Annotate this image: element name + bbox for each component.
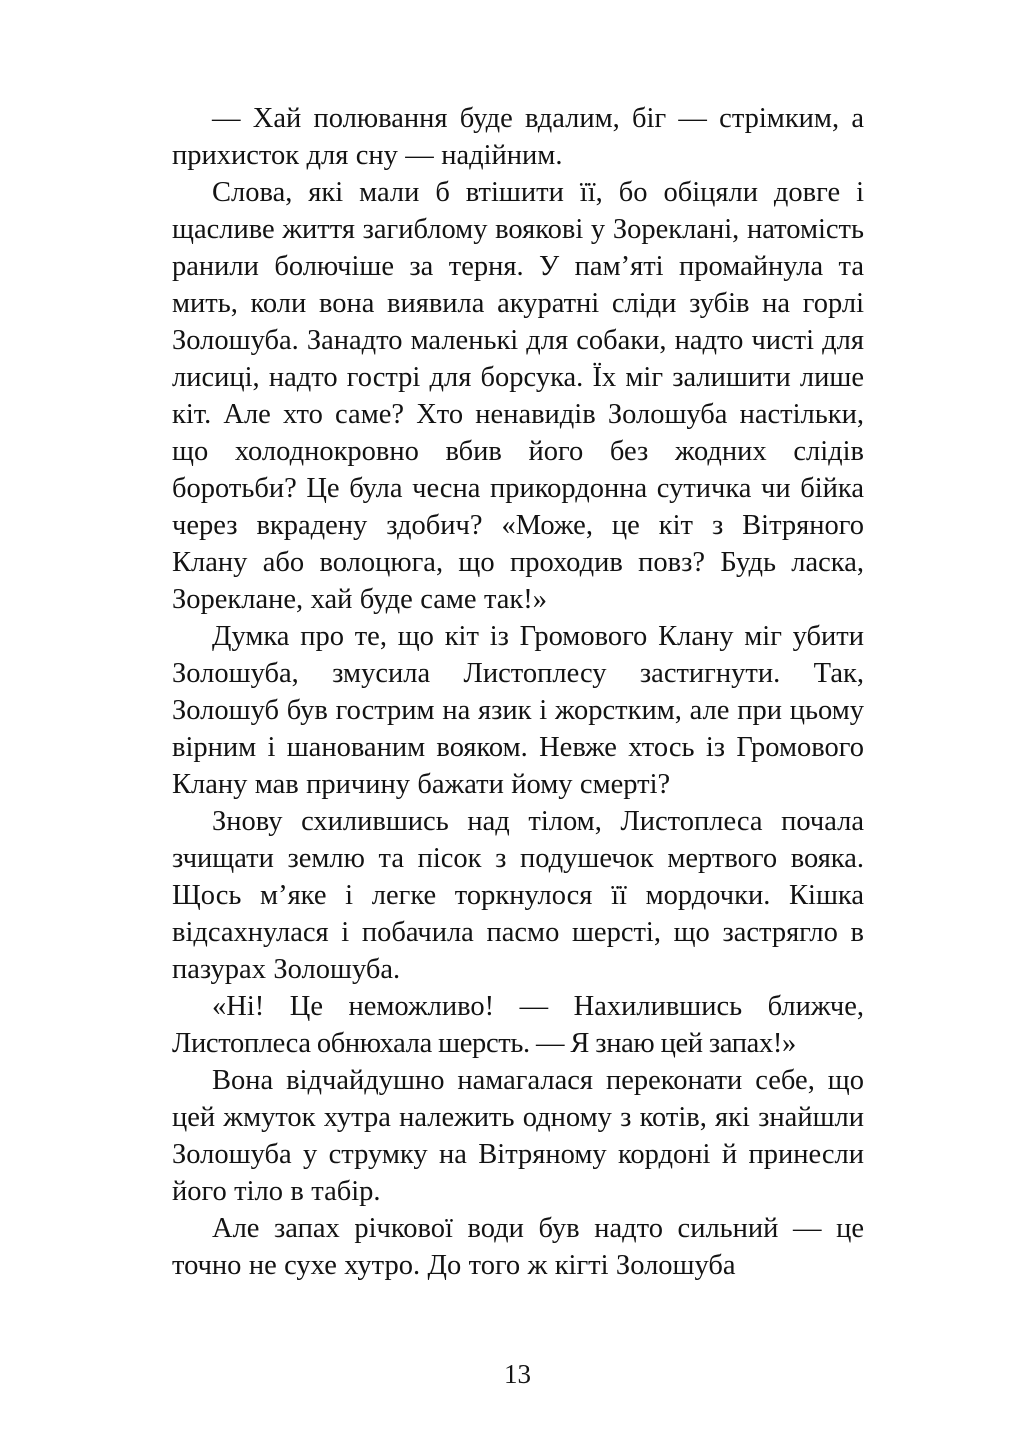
paragraph-dialogue-impossible xyxy=(172,988,864,1062)
paragraph-words-of-comfort: Слова, які мали б втішити її, бо обіцяли довге і щасливе життя загиблому воякові у Зореклані, натомість ранили болючіше за терня. У пам’яті промайнула та мить, коли вона виявила акуратні сліди зубів на горлі Золошуба. Занадто маленькі для собаки, надто чисті для лисиці, надто гострі для борсука. Їх міг залишити лише кіт. Але хто саме? Хто ненавидів Золошуба настільки, що холоднокровно вбив його без жодних слідів боротьби? Це була чесна прикордонна сутичка чи бійка через вкрадену здобич? «Може, це кіт з Вітряного Клану або волоцюга, що проходив повз? Будь ласка, Зореклане, хай буде саме так!» xyxy=(172,177,864,615)
dialogue-line-first: «Ні! Це неможливо! — Нахилившись ближче, xyxy=(212,991,864,1022)
dialogue-line-second: Листоплеса обнюхала шерсть. — Я знаю цей запах!» xyxy=(172,1028,796,1059)
page-text-body xyxy=(172,100,864,1284)
page-number: 13 xyxy=(504,1359,531,1389)
paragraph-desperate-reasoning: Вона відчайдушно намагалася переконати себе, що цей жмуток хутра належить одному з котів, які знайшли Золошуба у струмку на Вітряному кордоні й принесли його тіло в табір. xyxy=(172,1065,864,1207)
paragraph-river-scent: Але запах річкової води був надто сильний — це точно не сухе хутро. До того ж кігті Золошуба xyxy=(172,1213,864,1281)
paragraph-dialogue-hunt-wish: — Хай полювання буде вдалим, біг — стрімким, а прихисток для сну — надійним. xyxy=(172,103,864,171)
paragraph-cleaning-the-body: Знову схилившись над тілом, Листоплеса почала зчищати землю та пісок з подушечок мертвого вояка. Щось м’яке і легке торкнулося її мордочки. Кішка відсахнулася і побачила пасмо шерсті, що застрягло в пазурах Золошуба. xyxy=(172,806,864,985)
paragraph-thunderclan-suspicion: Думка про те, що кіт із Громового Клану міг убити Золошуба, змусила Листоплесу застигнути. Так, Золошуб був гострим на язик і жорстким, але при цьому вірним і шанованим вояком. Невже хтось із Громового Клану мав причину бажати йому смерті? xyxy=(172,621,864,800)
